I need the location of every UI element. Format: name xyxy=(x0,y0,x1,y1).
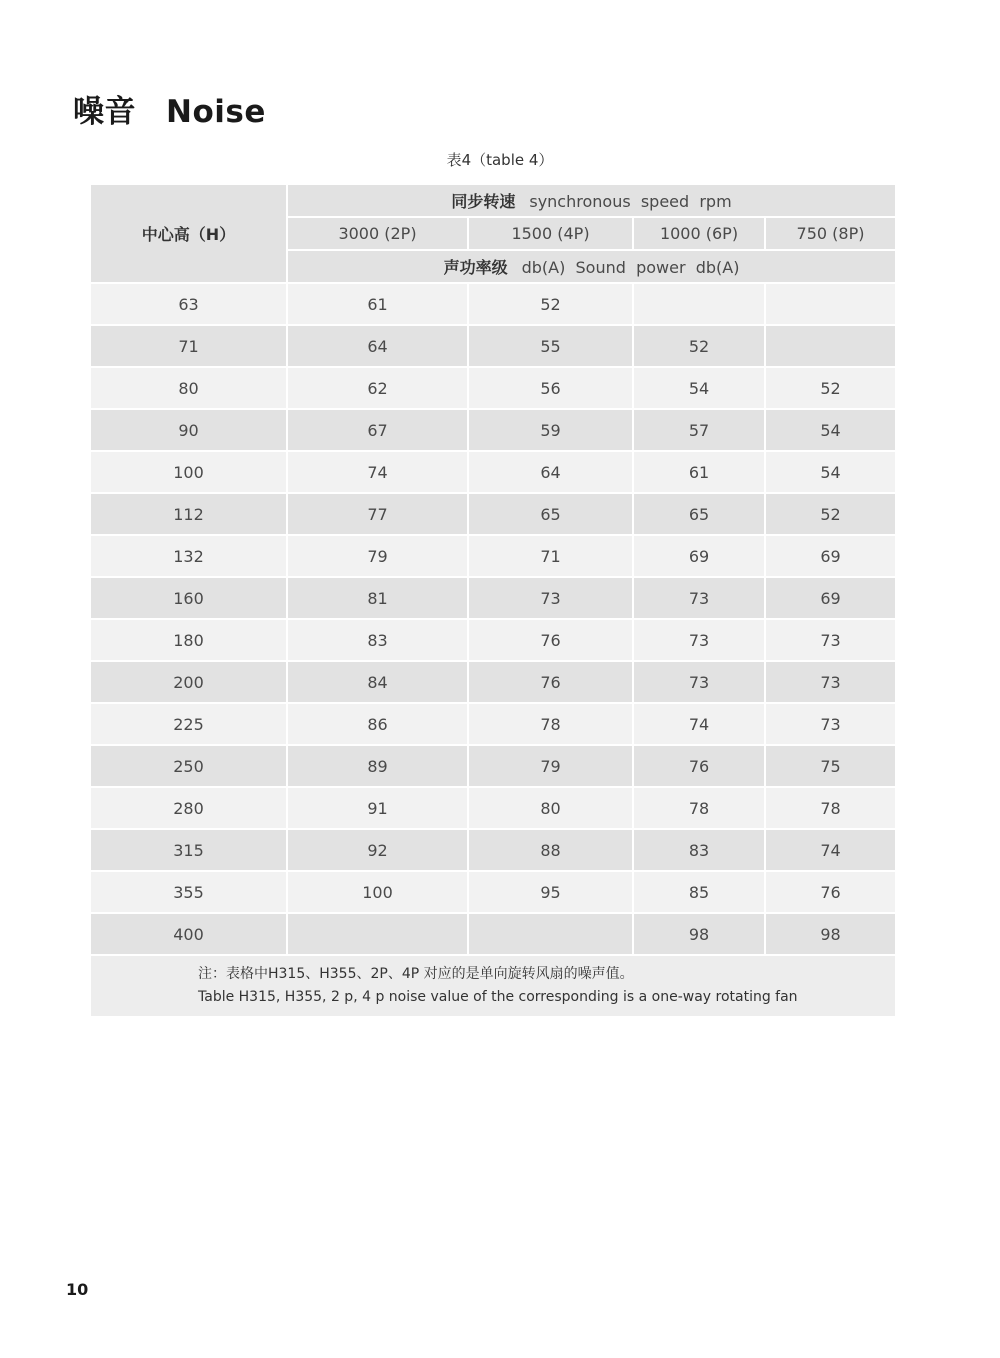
sound-power-cell: 78 xyxy=(469,704,634,746)
center-height-cell: 355 xyxy=(91,872,288,914)
header-speed-8p: 750 (8P) xyxy=(766,218,895,251)
table-row xyxy=(91,704,895,746)
title-chinese: 噪音 xyxy=(73,94,136,130)
header-sound-power-cn: 声功率级 xyxy=(443,258,508,277)
table-note-en: Table H315, H355, 2 p, 4 p noise value of the corresponding is a one-way rotating fan xyxy=(198,989,798,1005)
sound-power-cell: 95 xyxy=(469,872,634,914)
header-speed-4p: 1500 (4P) xyxy=(469,218,634,251)
sound-power-cell: 78 xyxy=(634,788,766,830)
sound-power-cell: 73 xyxy=(634,620,766,662)
table-row xyxy=(91,326,895,368)
sound-power-cell: 74 xyxy=(634,704,766,746)
table-row xyxy=(91,452,895,494)
sound-power-cell: 52 xyxy=(469,284,634,326)
center-height-cell: 112 xyxy=(91,494,288,536)
sound-power-cell: 73 xyxy=(634,578,766,620)
center-height-cell: 71 xyxy=(91,326,288,368)
sound-power-cell: 57 xyxy=(634,410,766,452)
sound-power-cell: 67 xyxy=(288,410,469,452)
table-row xyxy=(91,788,895,830)
center-height-cell: 160 xyxy=(91,578,288,620)
sound-power-cell: 73 xyxy=(766,620,895,662)
sound-power-cell: 75 xyxy=(766,746,895,788)
table-row xyxy=(91,368,895,410)
sound-power-cell: 98 xyxy=(634,914,766,956)
page-number: 10 xyxy=(66,1280,89,1299)
sound-power-cell: 98 xyxy=(766,914,895,956)
sound-power-cell: 100 xyxy=(288,872,469,914)
center-height-cell: 132 xyxy=(91,536,288,578)
sound-power-cell xyxy=(766,284,895,326)
header-sync-speed-cn: 同步转速 xyxy=(451,192,516,211)
sound-power-cell: 61 xyxy=(634,452,766,494)
center-height-cell: 200 xyxy=(91,662,288,704)
sound-power-cell: 52 xyxy=(634,326,766,368)
sound-power-cell: 65 xyxy=(469,494,634,536)
table-row xyxy=(91,284,895,326)
sound-power-cell: 76 xyxy=(469,662,634,704)
sound-power-cell: 77 xyxy=(288,494,469,536)
table-row xyxy=(91,872,895,914)
sound-power-cell: 73 xyxy=(634,662,766,704)
center-height-cell: 90 xyxy=(91,410,288,452)
center-height-cell: 180 xyxy=(91,620,288,662)
table-row xyxy=(91,746,895,788)
sound-power-cell: 79 xyxy=(469,746,634,788)
sound-power-cell: 83 xyxy=(634,830,766,872)
sound-power-cell: 56 xyxy=(469,368,634,410)
title-english: Noise xyxy=(166,94,266,130)
center-height-cell: 400 xyxy=(91,914,288,956)
sound-power-cell: 62 xyxy=(288,368,469,410)
table-caption: 表4（table 4） xyxy=(446,151,554,169)
sound-power-cell: 54 xyxy=(766,410,895,452)
center-height-cell: 80 xyxy=(91,368,288,410)
sound-power-cell: 91 xyxy=(288,788,469,830)
sound-power-cell: 64 xyxy=(469,452,634,494)
sound-power-cell xyxy=(469,914,634,956)
page-title xyxy=(73,86,266,131)
header-center-height-label: 中心高（H） xyxy=(141,225,236,244)
header-speed-2p: 3000 (2P) xyxy=(288,218,469,251)
sound-power-cell: 71 xyxy=(469,536,634,578)
center-height-cell: 225 xyxy=(91,704,288,746)
sound-power-cell: 80 xyxy=(469,788,634,830)
table-row xyxy=(91,914,895,956)
sound-power-cell: 52 xyxy=(766,494,895,536)
sound-power-cell: 81 xyxy=(288,578,469,620)
center-height-cell: 63 xyxy=(91,284,288,326)
center-height-cell: 280 xyxy=(91,788,288,830)
table-row xyxy=(91,830,895,872)
sound-power-cell: 73 xyxy=(469,578,634,620)
sound-power-cell xyxy=(288,914,469,956)
sound-power-cell: 69 xyxy=(634,536,766,578)
header-sync-speed xyxy=(288,185,895,218)
sound-power-cell: 52 xyxy=(766,368,895,410)
sound-power-cell: 55 xyxy=(469,326,634,368)
header-sync-speed-en: synchronous speed rpm xyxy=(529,192,732,211)
sound-power-cell: 85 xyxy=(634,872,766,914)
sound-power-cell: 74 xyxy=(766,830,895,872)
center-height-cell: 315 xyxy=(91,830,288,872)
table-row xyxy=(91,536,895,578)
sound-power-cell: 54 xyxy=(634,368,766,410)
sound-power-cell: 76 xyxy=(469,620,634,662)
header-center-height xyxy=(91,185,288,284)
center-height-cell: 250 xyxy=(91,746,288,788)
noise-table xyxy=(91,185,895,1016)
header-speed-6p: 1000 (6P) xyxy=(634,218,766,251)
sound-power-cell: 76 xyxy=(634,746,766,788)
sound-power-cell: 84 xyxy=(288,662,469,704)
sound-power-cell: 73 xyxy=(766,704,895,746)
sound-power-cell: 61 xyxy=(288,284,469,326)
sound-power-cell: 69 xyxy=(766,536,895,578)
sound-power-cell: 86 xyxy=(288,704,469,746)
table-row xyxy=(91,662,895,704)
sound-power-cell xyxy=(634,284,766,326)
sound-power-cell: 78 xyxy=(766,788,895,830)
sound-power-cell: 59 xyxy=(469,410,634,452)
sound-power-cell: 74 xyxy=(288,452,469,494)
sound-power-cell: 76 xyxy=(766,872,895,914)
header-sound-power xyxy=(288,251,895,284)
sound-power-cell: 92 xyxy=(288,830,469,872)
sound-power-cell: 64 xyxy=(288,326,469,368)
sound-power-cell xyxy=(766,326,895,368)
table-row xyxy=(91,494,895,536)
sound-power-cell: 69 xyxy=(766,578,895,620)
table-note-cn: 注：表格中H315、H355、2P、4P 对应的是单向旋转风扇的噪声值。 xyxy=(198,966,634,982)
table-row xyxy=(91,410,895,452)
sound-power-cell: 65 xyxy=(634,494,766,536)
table-row xyxy=(91,578,895,620)
sound-power-cell: 79 xyxy=(288,536,469,578)
sound-power-cell: 73 xyxy=(766,662,895,704)
sound-power-cell: 89 xyxy=(288,746,469,788)
header-row-sync-speed xyxy=(91,185,895,218)
table-row xyxy=(91,620,895,662)
sound-power-cell: 83 xyxy=(288,620,469,662)
table-note-row xyxy=(91,956,895,1016)
sound-power-cell: 54 xyxy=(766,452,895,494)
header-sound-power-en: db(A) Sound power db(A) xyxy=(521,258,740,277)
table-note xyxy=(91,956,895,1016)
sound-power-cell: 88 xyxy=(469,830,634,872)
center-height-cell: 100 xyxy=(91,452,288,494)
